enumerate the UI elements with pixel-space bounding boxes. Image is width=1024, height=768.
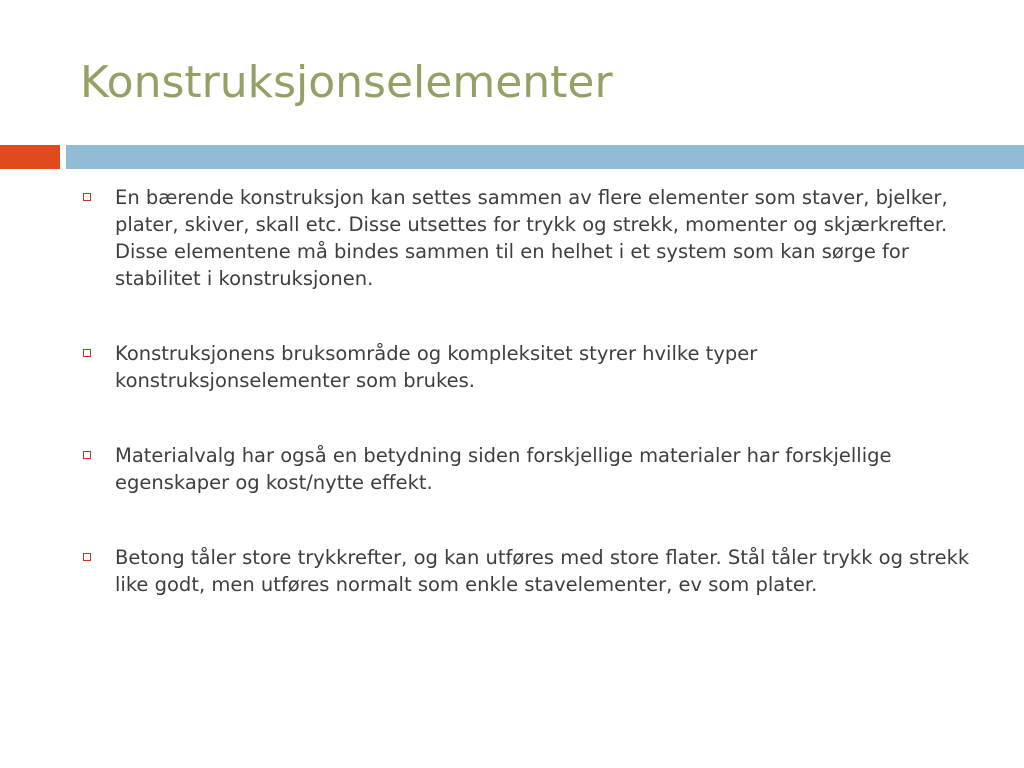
square-bullet-icon — [83, 193, 91, 201]
bullet-list — [78, 184, 978, 646]
bullet-item — [78, 442, 978, 496]
bullet-text: Betong tåler store trykkrefter, og kan utføres med store flater. Stål tåler trykk og strekk like godt, men utføres normalt som enkle stavelementer, ev som plater. — [115, 546, 970, 596]
bullet-text: Konstruksjonens bruksområde og kompleksitet styrer hvilke typer konstruksjonselementer som brukes. — [115, 342, 758, 392]
accent-bar-orange — [0, 145, 60, 169]
bullet-text: En bærende konstruksjon kan settes sammen av flere elementer som staver, bjelker, plater, skiver, skall etc. Disse utsettes for trykk og strekk, momenter og skjærkrefter. Disse elementene må bindes sammen til en helhet i et system som kan sørge for stabilitet i konstruksjonen. — [115, 186, 948, 290]
bullet-text: Materialvalg har også en betydning siden forskjellige materialer har forskjellige egenskaper og kost/nytte effekt. — [115, 444, 892, 494]
square-bullet-icon — [83, 451, 91, 459]
square-bullet-icon — [83, 553, 91, 561]
square-bullet-icon — [83, 349, 91, 357]
bullet-item — [78, 340, 978, 394]
slide-title: Konstruksjonselementer — [80, 57, 613, 108]
accent-bar-blue — [66, 145, 1024, 169]
bullet-item — [78, 544, 978, 598]
bullet-item — [78, 184, 978, 292]
